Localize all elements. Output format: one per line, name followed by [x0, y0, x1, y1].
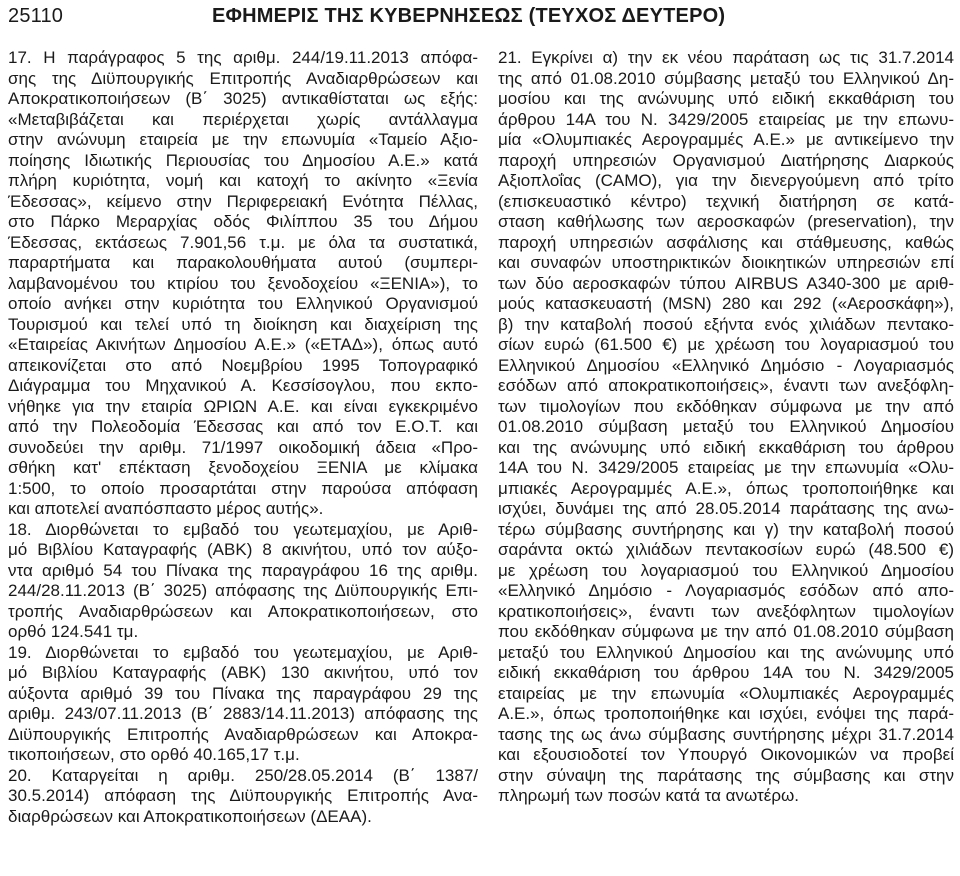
text-line: μό Βιβλίου Καταγραφής (ΑΒΚ) 8 ακινήτου, υπό τον αύξο-	[8, 540, 478, 559]
text-line: εταιρείας με την επωνυμία «Ολυμπιακές Αερογραμμές	[498, 683, 954, 703]
text-line: Α.Ε.», όπως τροποποιήθηκε και ισχύει, ενόψει της παρά-	[498, 704, 954, 723]
text-line: Έδεσσας», κείμενο στην Περιφερειακή Ενότητα Πέλλας,	[8, 191, 478, 211]
text-line: ειδική εκκαθάριση του άρθρου 14Α του Ν. 3429/2005	[498, 663, 954, 682]
text-line: παροχή υπηρεσιών Οργανισμού Διατήρησης Διαρκούς	[498, 150, 954, 170]
text-line: της από 01.08.2010 σύμβασης μεταξύ του Ελληνικού Δη-	[498, 68, 954, 88]
gazette-title: ΕΦΗΜΕΡΙΣ ΤΗΣ ΚΥΒΕΡΝΗΣΕΩΣ (ΤΕΥΧΟΣ ΔΕΥΤΕΡΟ)	[212, 5, 726, 27]
text-line: 244/28.11.2013 (Β΄ 3025) απόφασης της Διϋπουργικής Επι-	[8, 581, 478, 600]
text-line: και συναφών υποστηρικτικών διοικητικών υπηρεσιών επί	[498, 253, 954, 272]
text-line: οποίο ανήκει στην κυριότητα του Ελληνικού Οργανισμού	[8, 294, 478, 313]
text-line: νήθηκε για την εταιρία ΩΡΙΩΝ Α.Ε. και είναι εγκεκριμένο	[8, 396, 478, 416]
text-line: αριθμ. 243/07.11.2013 (Β΄ 2883/14.11.2013) απόφασης της	[8, 704, 478, 723]
text-line: τροπής Αναδιαρθρώσεων και Αποκρατικοποιήσεων, στο	[8, 601, 478, 621]
text-line: 20. Καταργείται η αριθμ. 250/28.05.2014 (Β΄ 1387/	[8, 765, 478, 785]
text-line: μό Βιβλίου Καταγραφής (ΑΒΚ) 130 ακινήτου, υπό τον	[8, 663, 478, 682]
text-line: παραρτήματα και παρακολουθήματα αυτού (συμπερι-	[8, 253, 478, 272]
text-line: παροχή υπηρεσιών ασφάλισης και στάθμευσης, καθώς	[498, 232, 954, 252]
text-line: σης της Διϋπουργικής Επιτροπής Αναδιαρθρώσεων και	[8, 68, 478, 88]
text-line: 01.08.2010 σύμβαση μεταξύ του Ελληνικού Δημοσίου	[498, 417, 954, 436]
text-line: Έδεσσας, εκτάσεως 7.901,56 τ.μ. με όλα τα συστατικά,	[8, 232, 478, 252]
text-line: με χρέωση του λογαριασμού του Ελληνικού Δημοσίου	[498, 560, 954, 580]
text-line: μεταξύ του Ελληνικού Δημοσίου και της ανώνυμης υπό	[498, 642, 954, 662]
text-line: μοσίου και της ανώνυμης υπό ειδική εκκαθάριση του	[498, 89, 954, 108]
text-line: αύξοντα αριθμό 39 του Πίνακα της παραγράφου 29 της	[8, 683, 478, 703]
text-line: «Μεταβιβάζεται και περιέρχεται χωρίς αντάλλαγμα	[8, 109, 478, 129]
text-line: 30.5.2014) απόφαση της Διϋπουργικής Επιτροπής Ανα-	[8, 786, 478, 805]
text-line: 14Α του Ν. 3429/2005 εταιρείας με την επωνυμία «Ολυ-	[498, 458, 954, 477]
text-line: 18. Διορθώνεται το εμβαδό του γεωτεμαχίου, με Αριθ-	[8, 519, 478, 539]
text-line: άρθρου 14Α του Ν. 3429/2005 εταιρείας με την επωνυ-	[498, 109, 954, 129]
text-line: των τιμολογίων που εκδόθηκαν σύμφωνα με την από	[498, 396, 954, 416]
text-line: 19. Διορθώνεται το εμβαδό του γεωτεμαχίου, με Αριθ-	[8, 642, 478, 662]
text-line: σίων ευρώ (61.500 €) με χρέωση του λογαριασμού του	[498, 335, 954, 354]
text-line: ντα αριθμό 54 του Πίνακα της παραγράφου 16 της αριθμ.	[8, 560, 478, 580]
text-line: μούς κατασκευαστή (MSN) 280 και 292 («Αεροσκάφη»),	[498, 294, 954, 313]
text-line: μία «Ολυμπιακές Αερογραμμές Α.Ε.» με αντικείμενο την	[498, 130, 954, 149]
text-line: τικοποιήσεων, στο ορθό 40.165,17 τ.μ.	[8, 745, 300, 764]
text-line: «Ελληνικό Δημόσιο - Λογαριασμός εσόδων από απο-	[498, 581, 954, 600]
text-line: λαμβανομένου του κτιρίου του ξενοδοχείου «ΞΕΝΙΑ»), το	[8, 273, 478, 293]
text-line: σαράντα οκτώ χιλιάδων πεντακοσίων ευρώ (48.500 €)	[498, 540, 954, 559]
text-line: ισχύει, δυνάμει της από 28.05.2014 παράτασης της ανω-	[498, 499, 954, 518]
page-number: 25110	[8, 5, 64, 27]
text-line: και της ανώνυμης υπό ειδική εκκαθάριση του άρθρου	[498, 437, 954, 457]
text-line: Διάγραμμα του Μηχανικού Α. Κεσσίσογλου, που εκπο-	[8, 376, 478, 395]
text-line: Αξιοπλοΐας (CAMO), για την διενεργούμενη από τρίτο	[498, 171, 954, 190]
text-line: β) την καταβολή ποσού εξήντα ενός χιλιάδων πεντακο-	[498, 314, 954, 334]
text-line: από την Πολεοδομία Έδεσσας και από τον Ε.Ο.Τ. και	[8, 417, 478, 436]
text-line: και εξουσιοδοτεί τον Υπουργό Οικονομικών να προβεί	[498, 745, 954, 764]
text-line: «Εταιρείας Ακινήτων Δημοσίου Α.Ε.» («ΕΤΑΔ»), όπως αυτό	[8, 335, 478, 354]
page-header	[0, 0, 960, 38]
text-line: εσόδων από αποκρατικοποιήσεις», έναντι των ανεξόφλη-	[498, 376, 954, 395]
text-line: τασης της ως άνω σύμβασης συντήρησης μέχρι 31.7.2014	[498, 724, 954, 744]
text-line: (επισκευαστικό κέντρο) τεχνική διατήρηση σε κατά-	[498, 191, 954, 211]
text-line: τέρω σύμβασης συντήρησης και γ) την καταβολή ποσού	[498, 519, 954, 539]
text-line: στην ανώνυμη εταιρεία με την επωνυμία «Ταμείο Αξιο-	[8, 130, 478, 149]
text-line: σταση καθήλωσης των αεροσκαφών (preservation), την	[498, 212, 954, 231]
text-line: στην σύναψη της παράτασης της σύμβασης και στην	[498, 765, 954, 785]
text-line: κρατικοποιήσεις», έναντι των ανεξόφλητων τιμολογίων	[498, 601, 954, 621]
left-column	[8, 48, 478, 827]
text-line: Ελληνικού Δημοσίου «Ελληνικό Δημόσιο - Λογαριασμός	[498, 355, 954, 375]
text-line: σθήκη κατ' επέκταση ξενοδοχείου ΞΕΝΙΑ με κλίμακα	[8, 458, 478, 477]
text-line: Αποκρατικοποιήσεων (Β΄ 3025) αντικαθίσταται ως εξής:	[8, 89, 478, 108]
text-line: Διϋπουργικής Επιτροπής Αναδιαρθρώσεων και Αποκρα-	[8, 724, 478, 744]
text-line: 1:500, το οποίο προσαρτάται στην παρούσα απόφαση	[8, 478, 478, 498]
text-line: απεικονίζεται στο από Νοεμβρίου 1995 Τοπογραφικό	[8, 355, 478, 375]
right-column	[498, 48, 954, 807]
text-line: συνοδεύει την αριθμ. 71/1997 οικοδομική άδεια «Προ-	[8, 437, 478, 457]
text-line: μπιακές Αερογραμμές Α.Ε.», όπως τροποποιήθηκε και	[498, 478, 954, 498]
text-line: ορθό 124.541 τμ.	[8, 622, 139, 641]
text-line: στο Πάρκο Μεραρχίας οδός Φιλίππου 35 του Δήμου	[8, 212, 478, 231]
text-line: και αποτελεί αναπόσπαστο μέρος αυτής».	[8, 499, 324, 518]
text-line: που εκδόθηκαν σύμφωνα με την από 01.08.2010 σύμβαση	[498, 622, 954, 641]
text-line: των δύο αεροσκαφών τύπου AIRBUS A340-300 με αριθ-	[498, 273, 954, 293]
text-line: Τουρισμού και τελεί υπό τη διοίκηση και διαχείριση της	[8, 314, 478, 334]
text-line: 21. Εγκρίνει α) την εκ νέου παράταση ως τις 31.7.2014	[498, 48, 954, 67]
text-line: ποίησης Ιδιωτικής Περιουσίας του Δημοσίου Α.Ε.» κατά	[8, 150, 478, 170]
text-line: 17. Η παράγραφος 5 της αριθμ. 244/19.11.2013 απόφα-	[8, 48, 478, 67]
text-line: πλήρη κυριότητα, νομή και κατοχή το ακίνητο «Ξενία	[8, 171, 478, 190]
text-line: πληρωμή των ποσών κατά τα ανωτέρω.	[498, 786, 799, 805]
text-line: διαρθρώσεων και Αποκρατικοποιήσεων (ΔΕΑΑ).	[8, 806, 372, 826]
